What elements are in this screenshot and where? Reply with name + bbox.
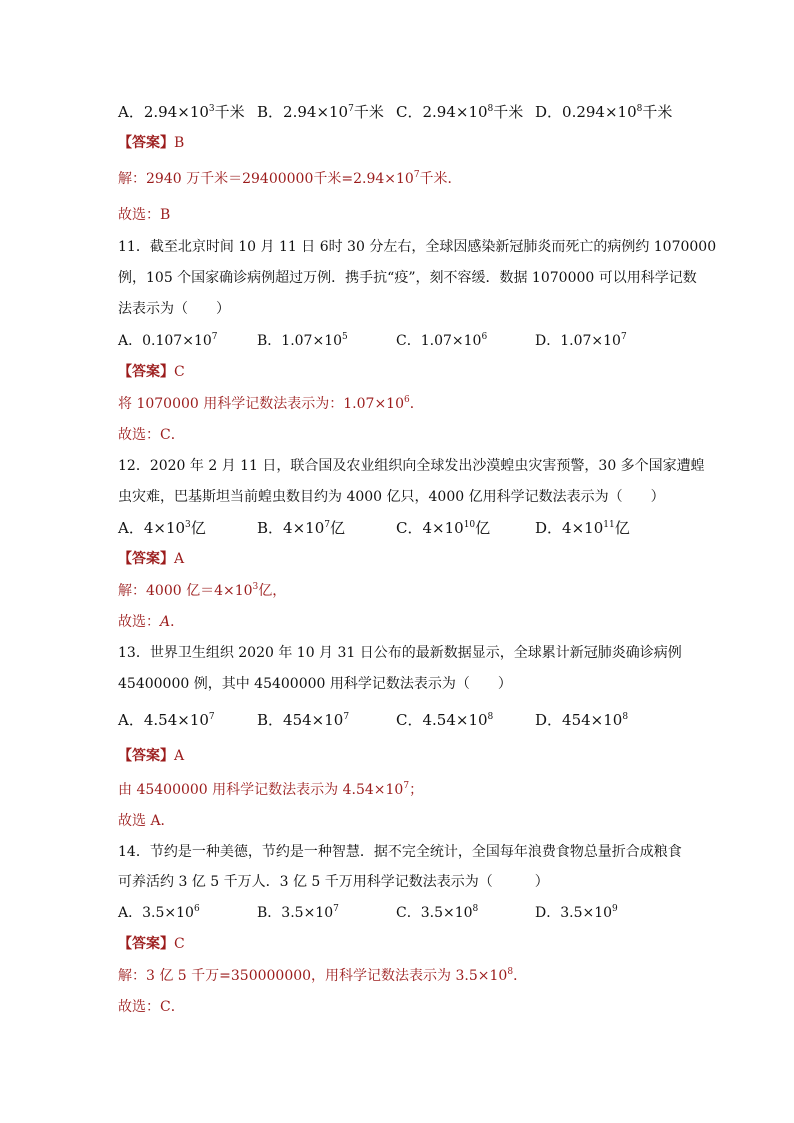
q13-option-a: A．$4.54\times 10^7$	[118, 711, 215, 729]
q11-text-line3: 法表示为（ ）	[118, 301, 230, 317]
q11-text-line2: 例，105 个国家确诊病例超过万例．携手抗“疫”，刻不容缓．数据 1070000 可以用科学记数	[118, 270, 697, 286]
q14-solution: 解：3 亿 5 千万=350000000，用科学记数法表示为 $3.5\times 10^8$．	[118, 967, 528, 984]
q11-option-c: C．$1.07\times 10^6$	[396, 332, 488, 349]
q13-option-b: B．$454\times 10^7$	[257, 711, 350, 729]
q14-text-line1: 14．节约是一种美德，节约是一种智慧．据不完全统计，全国每年浪费食物总量折合成粮食	[118, 844, 682, 860]
q14-option-b: B．$3.5\times 10^7$	[257, 904, 339, 921]
q14-text-line2: 可养活约 3 亿 5 千万人．3 亿 5 千万用科学记数法表示为（ ）	[118, 874, 549, 890]
q13-option-c: C．$4.54\times 10^8$	[396, 711, 494, 729]
q11-conclusion: 故选：C．	[118, 427, 185, 443]
q10-solution: 解：2940 万千米＝29400000千米$=2.94\times 10^7$千米．	[118, 170, 462, 187]
q11-option-b: B．$1.07\times 10^5$	[257, 332, 348, 349]
q11-option-d: D．$1.07\times 10^7$	[535, 332, 627, 349]
q13-solution: 由 45400000 用科学记数法表示为 $4.54\times 10^7$；	[118, 781, 424, 798]
q10-option-c: C．$2.94\times 10^8$千米	[396, 103, 524, 121]
q12-option-b: B．$4\times 10^7$亿	[257, 519, 345, 537]
q13-conclusion: 故选 A．	[118, 813, 175, 829]
q12-solution: 解：4000 亿$=4\times 10^3$亿，	[118, 582, 287, 599]
q13-text-line1: 13．世界卫生组织 2020 年 10 月 31 日公布的最新数据显示，全球累计新冠肺炎确诊病例	[118, 645, 682, 661]
q14-answer: 【答案】C	[118, 936, 185, 952]
q12-text-line1: 12．2020 年 2 月 11 日，联合国及农业组织向全球发出沙漠蝗虫灾害预警，30 多个国家遭蝗	[118, 458, 705, 474]
q10-answer: 【答案】B	[118, 135, 185, 151]
q14-option-a: A．$3.5\times 10^6$	[118, 904, 200, 921]
q14-option-c: C．$3.5\times 10^8$	[396, 904, 479, 921]
q11-text-line1: 11．截至北京时间 10 月 11 日 6时 30 分左右，全球因感染新冠肺炎而死亡的病例约 1070000	[118, 239, 717, 255]
q10-option-b: B．$2.94\times 10^7$千米	[257, 103, 384, 121]
q12-option-a: A．$4\times 10^3$亿	[118, 519, 206, 537]
q13-option-d: D．$454\times 10^8$	[535, 711, 629, 729]
q10-option-a: A．$2.94\times 10^3$千米	[118, 103, 245, 121]
q14-conclusion: 故选：C．	[118, 999, 185, 1015]
q12-answer: 【答案】A	[118, 551, 185, 567]
q12-option-d: D．$4\times 10^{11}$亿	[535, 519, 630, 537]
q12-conclusion: 故选：A．	[118, 614, 185, 630]
q11-answer: 【答案】C	[118, 364, 185, 380]
q13-text-line2: 45400000 例，其中 45400000 用科学记数法表示为（ ）	[118, 676, 512, 692]
q14-option-d: D．$3.5\times 10^9$	[535, 904, 618, 921]
q10-conclusion: 故选：B	[118, 207, 171, 223]
q13-answer: 【答案】A	[118, 748, 185, 764]
q10-option-d: D．$0.294\times 10^8$千米	[535, 103, 673, 121]
q11-option-a: A．$0.107\times 10^7$	[118, 332, 218, 349]
q11-solution: 将 1070000 用科学记数法表示为：$1.07\times 10^6$．	[118, 395, 424, 412]
q12-option-c: C．$4\times 10^{10}$亿	[396, 519, 491, 537]
q12-text-line2: 虫灾难，巴基斯坦当前蝗虫数目约为 4000 亿只，4000 亿用科学记数法表示为（ ）	[118, 489, 665, 505]
